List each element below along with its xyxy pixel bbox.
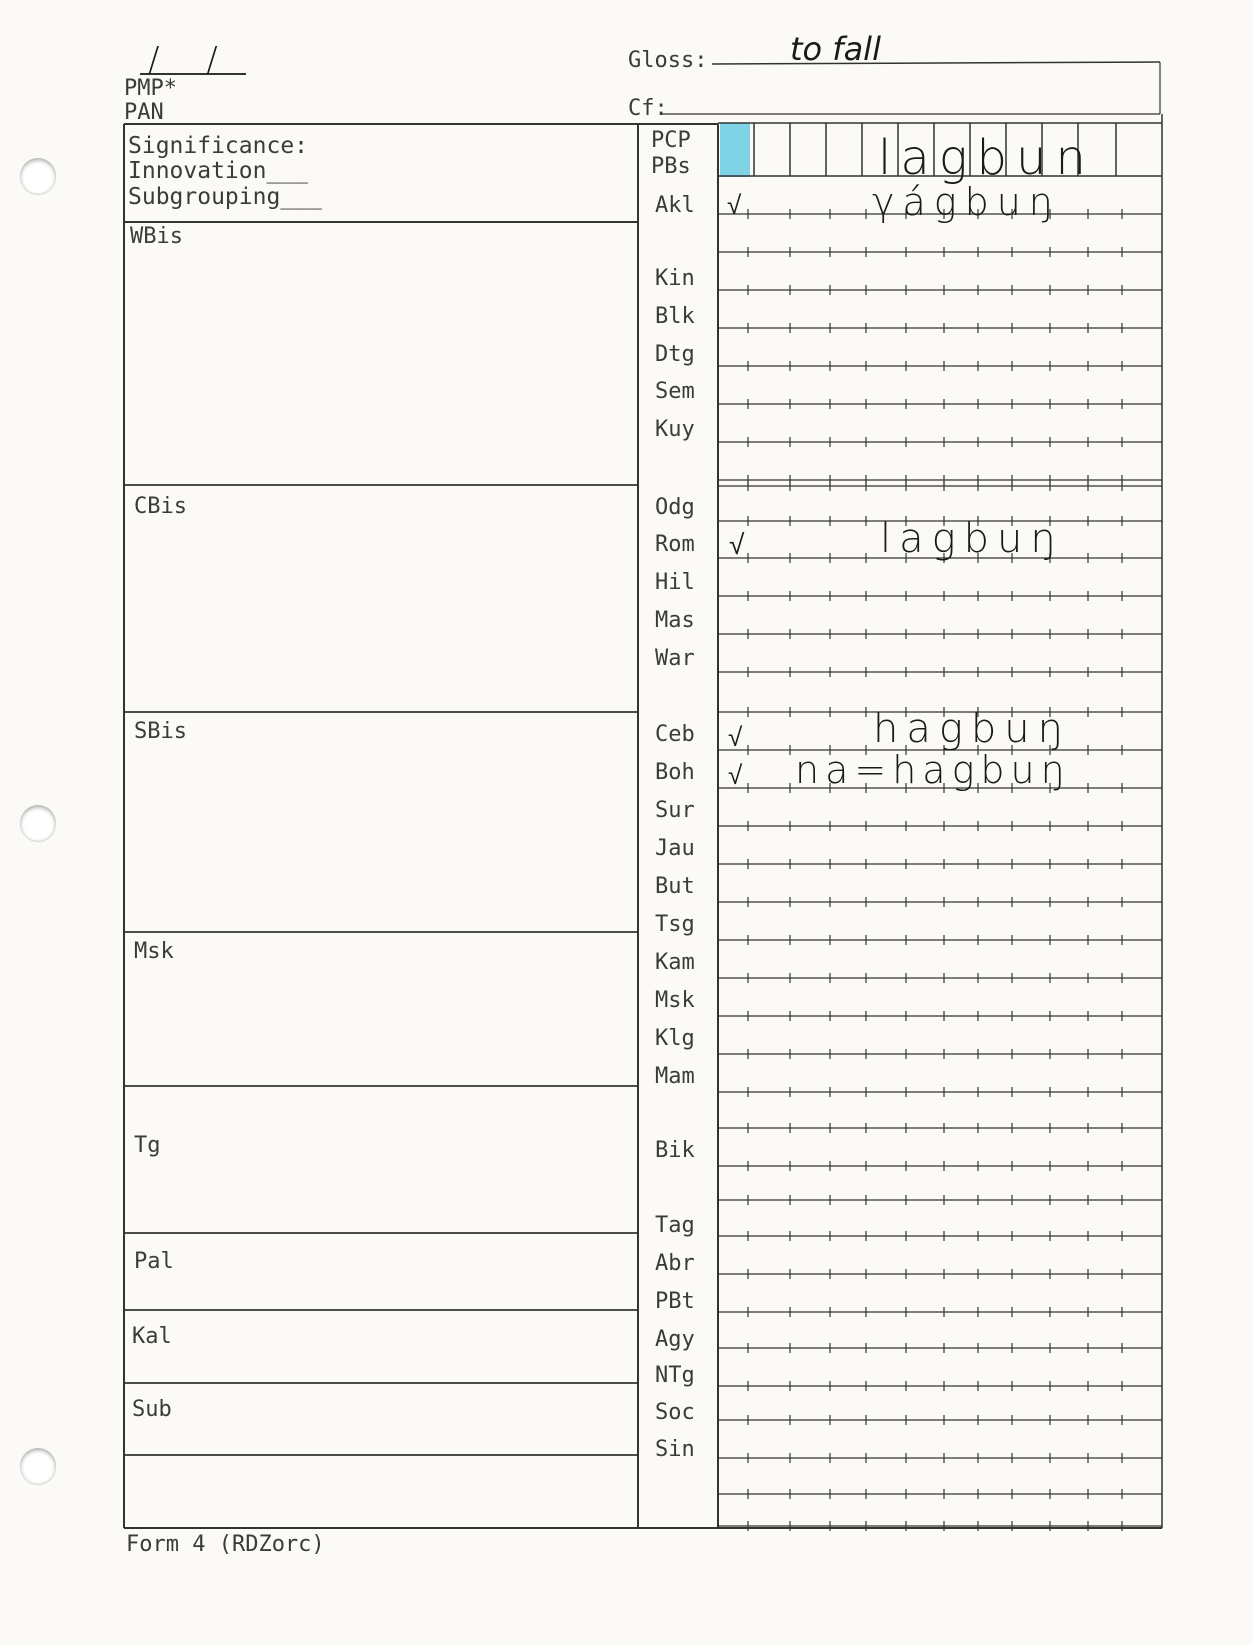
lang-label-sin: Sin (655, 1437, 695, 1462)
lang-label-ntg: NTg (655, 1363, 695, 1388)
pcp-highlight-cell (720, 123, 750, 177)
lang-label-kin: Kin (655, 266, 695, 291)
innovation-field[interactable]: Innovation___ (128, 158, 309, 184)
significance-title: Significance: (128, 133, 309, 159)
akl-form[interactable]: γágbuŋ (872, 180, 1061, 224)
group-label-tg: Tg (134, 1133, 161, 1158)
lang-label-abr: Abr (655, 1251, 695, 1276)
pan-label: PAN (124, 100, 164, 125)
lang-label-jau: Jau (655, 836, 695, 861)
lang-label-akl: Akl (655, 193, 695, 218)
lang-label-tag: Tag (655, 1213, 695, 1238)
lang-label-msk: Msk (655, 988, 695, 1013)
group-label-wbis: WBis (130, 224, 183, 249)
lang-label-mas: Mas (655, 608, 695, 633)
pcp-reconstruction[interactable]: lagbun (878, 130, 1095, 186)
lang-label-kuy: Kuy (655, 417, 695, 442)
cf-label: Cf: (628, 96, 668, 121)
lang-label-boh: Boh (655, 760, 695, 785)
boh-check[interactable]: √ (728, 761, 743, 791)
lang-label-pbs: PBs (651, 154, 691, 179)
subgrouping-field[interactable]: Subgrouping___ (128, 184, 322, 210)
lang-label-agy: Agy (655, 1327, 695, 1352)
lang-label-hil: Hil (655, 570, 695, 595)
lang-label-klg: Klg (655, 1026, 695, 1051)
lang-label-pbt: PBt (655, 1289, 695, 1314)
lang-label-soc: Soc (655, 1400, 695, 1425)
form-footer: Form 4 (RDZorc) (126, 1532, 325, 1557)
lang-label-mam: Mam (655, 1064, 695, 1089)
lang-label-sem: Sem (655, 379, 695, 404)
lang-label-odg: Odg (655, 495, 695, 520)
akl-check[interactable]: √ (727, 191, 742, 221)
lang-label-ceb: Ceb (655, 722, 695, 747)
date-mark: / / (148, 40, 236, 80)
lang-label-bik: Bik (655, 1138, 695, 1163)
gloss-value[interactable]: to fall (790, 30, 881, 68)
lang-label-kam: Kam (655, 950, 695, 975)
rom-check[interactable]: √ (729, 528, 745, 561)
lang-label-but: But (655, 874, 695, 899)
gloss-underline (712, 62, 1160, 64)
boh-form[interactable]: na=hagbuŋ (795, 748, 1071, 792)
gloss-label: Gloss: (628, 48, 708, 73)
ceb-check[interactable]: √ (728, 723, 743, 753)
rom-form[interactable]: lagbuŋ (880, 516, 1064, 562)
group-label-pal: Pal (134, 1249, 174, 1274)
group-label-sbis: SBis (134, 719, 187, 744)
group-label-msk: Msk (134, 939, 174, 964)
group-label-sub: Sub (132, 1397, 172, 1422)
group-label-cbis: CBis (134, 494, 187, 519)
group-label-kal: Kal (132, 1324, 172, 1349)
pmp-label: PMP* (124, 76, 177, 101)
lang-label-rom: Rom (655, 532, 695, 557)
ceb-form[interactable]: hagbuŋ (873, 706, 1071, 752)
lang-label-dtg: Dtg (655, 342, 695, 367)
lang-label-blk: Blk (655, 304, 695, 329)
lang-label-war: War (655, 646, 695, 671)
lang-label-sur: Sur (655, 798, 695, 823)
lang-label-pcp: PCP (651, 128, 691, 153)
lang-label-tsg: Tsg (655, 912, 695, 937)
